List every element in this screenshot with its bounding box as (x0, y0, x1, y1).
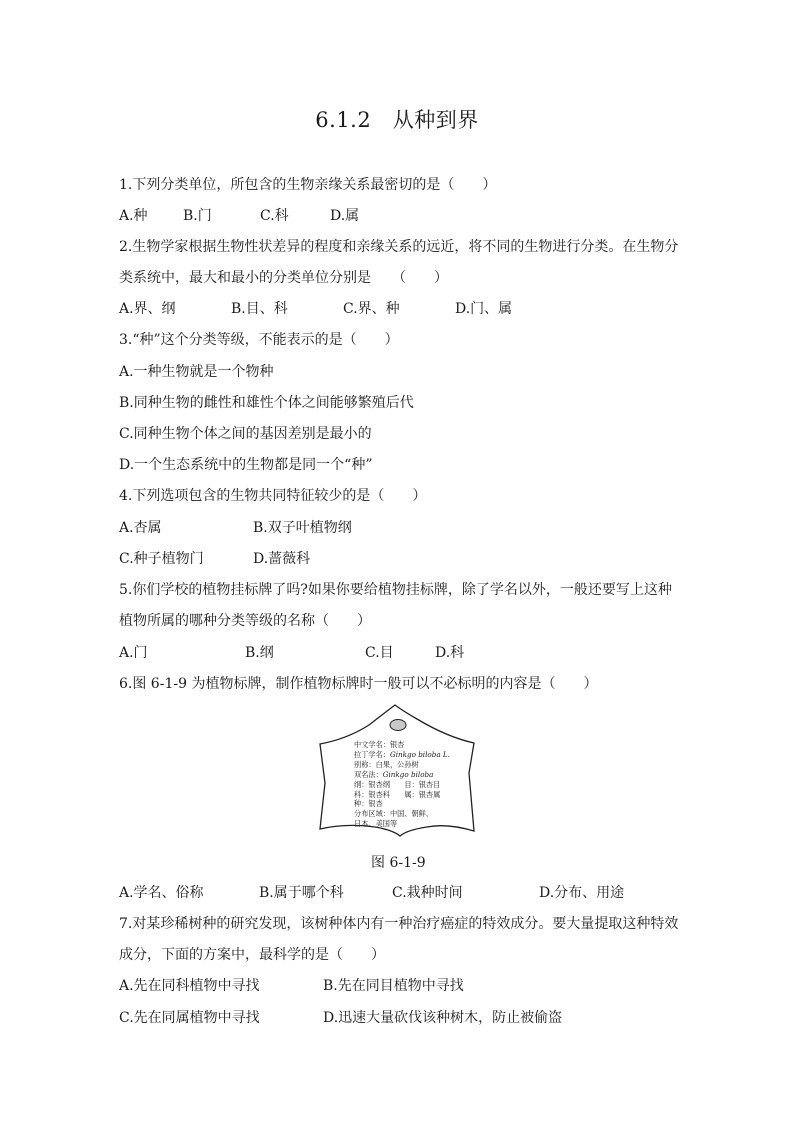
question-7-stem-line1: 7.对某珍稀树种的研究发现，该树种体内有一种治疗癌症的特效成分。要大量提取这种特效 (119, 916, 679, 932)
page-title: 6.1.2 从种到界 (315, 108, 479, 132)
sign-line-species: 种：银杏 (354, 799, 383, 809)
question-1-stem: 1.下列分类单位，所包含的生物亲缘关系最密切的是（ ） (119, 177, 497, 193)
sign-line-chinese-name: 中文学名：银杏 (354, 740, 405, 749)
sign-line-family-genus: 科：银杏科 属：银杏属 (354, 789, 441, 799)
question-3-stem: 3.“种”这个分类等级，不能表示的是（ ） (119, 332, 399, 348)
sign-line-binomial-label: 双名法： (354, 769, 383, 779)
sign-line-alias: 别称：白果，公孙树 (354, 759, 419, 769)
sign-line-binomial-name: Ginkgo biloba (382, 769, 434, 779)
q2-option-a: A.界、纲 (119, 301, 176, 317)
q7-option-a: A.先在同科植物中寻找 (119, 978, 260, 994)
q1-option-c: C.科 (260, 208, 289, 224)
q5-option-b: B.纲 (245, 645, 274, 661)
question-4-stem: 4.下列选项包含的生物共同特征较少的是（ ） (119, 488, 427, 504)
question-7-stem-line2: 成分，下面的方案中，最科学的是（ ） (119, 947, 385, 963)
q4-option-b: B.双子叶植物纲 (253, 520, 352, 536)
q2-option-d: D.门、属 (455, 301, 513, 317)
sign-line-distribution-cont: 日本、美国等 (354, 819, 398, 829)
hanging-hole (390, 720, 406, 731)
q7-option-b: B.先在同目植物中寻找 (323, 978, 464, 994)
question-6-stem: 6.图 6-1-9 为植物标牌，制作植物标牌时一般可以不必标明的内容是（ ） (119, 676, 598, 692)
question-2-stem-line2: 类系统中，最大和最小的分类单位分别是 （ ） (119, 270, 448, 286)
q3-option-a: A.一种生物就是一个物种 (119, 364, 274, 380)
sign-line-class-order: 纲：银杏纲 目：银杏目 (354, 779, 441, 789)
q1-option-d: D.属 (330, 208, 360, 224)
q2-option-b: B.目、科 (231, 301, 288, 317)
sign-line-latin-label: 拉丁学名： (354, 749, 390, 759)
q5-option-c: C.目 (365, 645, 394, 661)
question-5-stem-line1: 5.你们学校的植物挂标牌了吗?如果你要给植物挂标牌，除了学名以外，一般还要写上这种 (119, 582, 672, 598)
q4-option-a: A.杏属 (119, 520, 162, 536)
question-5-stem-line2: 植物所属的哪种分类等级的名称（ ） (119, 613, 371, 629)
q7-option-c: C.先在同属植物中寻找 (119, 1010, 260, 1026)
figure-caption: 图 6-1-9 (371, 855, 426, 871)
q4-option-d: D.蔷薇科 (253, 551, 311, 567)
q6-option-b: B.属于哪个科 (259, 885, 344, 901)
q6-option-d: D.分布、用途 (539, 885, 625, 901)
q3-option-b: B.同种生物的雌性和雄性个体之间能够繁殖后代 (119, 395, 414, 411)
sign-line-distribution: 分布区域：中国、朝鲜、 (354, 809, 434, 819)
q2-option-c: C.界、种 (343, 301, 400, 317)
sign-line-latin-name: Ginkgo biloba L. (389, 749, 450, 759)
plant-sign-text (354, 740, 450, 829)
q5-option-a: A.门 (119, 645, 148, 661)
q5-option-d: D.科 (435, 645, 465, 661)
q1-option-b: B.门 (183, 208, 212, 224)
q1-option-a: A.种 (119, 208, 148, 224)
q7-option-d: D.迅速大量砍伐该种树木，防止被偷盗 (323, 1010, 563, 1026)
q6-option-c: C.栽种时间 (392, 885, 463, 901)
question-2-stem-line1: 2.生物学家根据生物性状差异的程度和亲缘关系的远近，将不同的生物进行分类。在生物分 (119, 239, 679, 255)
q3-option-d: D.一个生态系统中的生物都是同一个“种” (119, 457, 373, 473)
q4-option-c: C.种子植物门 (119, 551, 204, 567)
q6-option-a: A.学名、俗称 (119, 885, 204, 901)
q3-option-c: C.同种生物个体之间的基因差别是最小的 (119, 426, 372, 442)
